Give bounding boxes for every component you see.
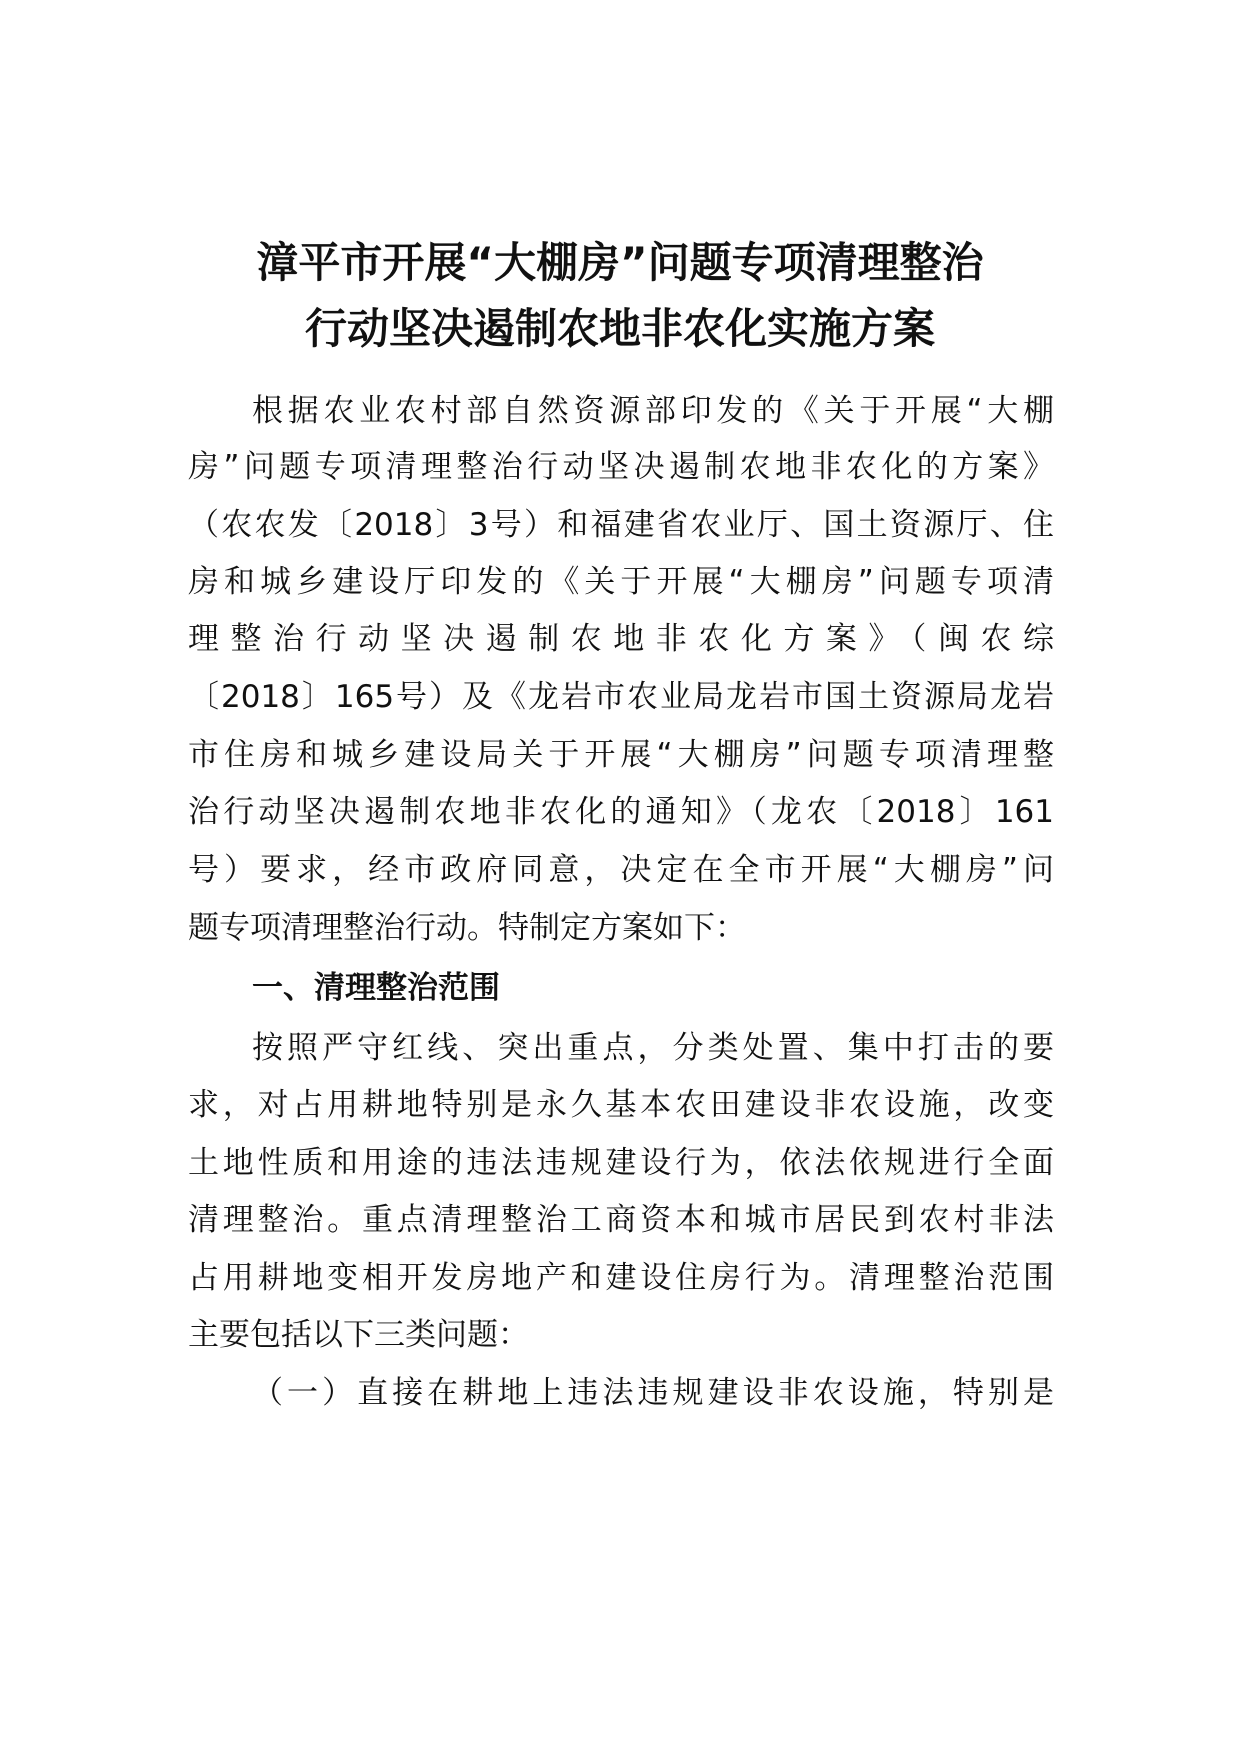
body-line: 求，对占用耕地特别是永久基本农田建设非农设施，改变: [188, 1087, 1054, 1123]
body-line: 根据农业农村部自然资源部印发的《关于开展“大棚: [252, 393, 1054, 429]
body-line: 〔2018〕165号）及《龙岩市农业局龙岩市国土资源局龙岩: [188, 679, 1054, 715]
body-line: 房和城乡建设厅印发的《关于开展“大棚房”问题专项清: [188, 564, 1054, 600]
body-line: 主要包括以下三类问题：: [188, 1317, 529, 1353]
body-line: 按照严守红线、突出重点，分类处置、集中打击的要: [252, 1030, 1054, 1066]
body-line: 房”问题专项清理整治行动坚决遏制农地非农化的方案》: [188, 449, 1054, 485]
section-heading: 一、清理整治范围: [252, 970, 500, 1006]
body-line: 清理整治。重点清理整治工商资本和城市居民到农村非法: [188, 1202, 1054, 1238]
body-line: （农农发〔2018〕3号）和福建省农业厅、国土资源厅、住: [188, 507, 1054, 543]
body-line: 土地性质和用途的违法违规建设行为，依法依规进行全面: [188, 1145, 1054, 1181]
body-line: 题专项清理整治行动。特制定方案如下：: [188, 910, 746, 946]
body-line: 号）要求，经市政府同意，决定在全市开展“大棚房”问: [188, 852, 1054, 888]
document-title-line-2: 行动坚决遏制农地非农化实施方案: [304, 304, 935, 353]
body-line: 占用耕地变相开发房地产和建设住房行为。清理整治范围: [188, 1260, 1054, 1296]
body-line: （一）直接在耕地上违法违规建设非农设施，特别是: [252, 1375, 1054, 1411]
body-line: 市住房和城乡建设局关于开展“大棚房”问题专项清理整: [188, 737, 1054, 773]
document-title-line-1: 漳平市开展“大棚房”问题专项清理整治: [256, 238, 984, 287]
body-line: 治行动坚决遏制农地非农化的通知》（龙农〔2018〕161: [188, 794, 1054, 830]
body-line: 理整治行动坚决遏制农地非农化方案》（闽农综: [188, 621, 1054, 657]
